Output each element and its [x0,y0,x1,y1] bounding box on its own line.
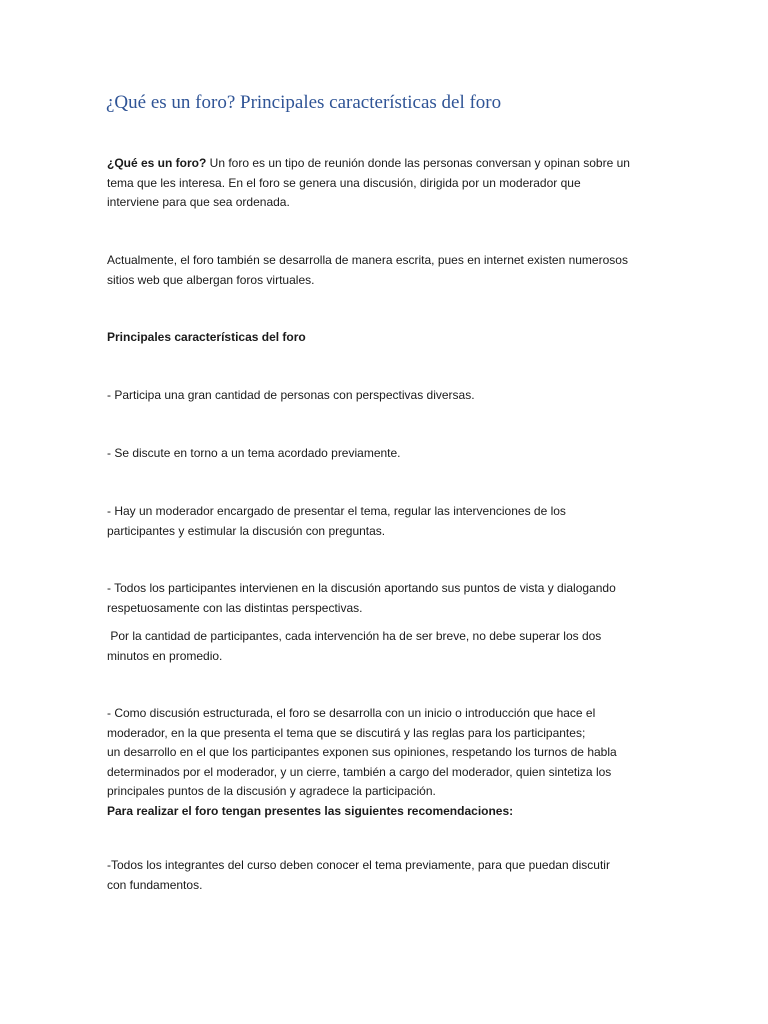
bullet-2-text: - Se discute en torno a un tema acordado previamente. [107,446,401,460]
actualmente-line-2: sitios web que albergan foros virtuales. [107,272,315,287]
structure-line-2: moderador, en la que presenta el tema que se discutirá y las reglas para los participantes; [107,725,586,740]
intro-line-3: interviene para que sea ordenada. [107,195,290,209]
section-heading [107,328,667,348]
bullet-1 [107,386,667,406]
structure-line-3: un desarrollo en el que los participantes exponen sus opiniones, respetando los turnos de habla [107,745,617,759]
bullet-3 [107,502,667,541]
brevity-line-2: minutos en promedio. [107,648,223,663]
bullet-2 [107,444,667,464]
recommendation-paragraph [107,856,667,895]
intro-bold-lead: ¿Qué es un foro? [107,156,207,170]
recommendation-line-1: -Todos los integrantes del curso deben conocer el tema previamente, para que puedan discutir [107,858,610,872]
bullet-4-line-2: respetuosamente con las distintas perspectivas. [107,600,363,615]
brevity-line-1: Por la cantidad de participantes, cada intervención ha de ser breve, no debe superar los dos [107,629,602,643]
actualmente-line-1: Actualmente, el foro también se desarrolla de manera escrita, pues en internet existen numerosos [107,253,628,267]
structure-line-4: determinados por el moderador, y un cierre, también a cargo del moderador, quien sintetiza los [107,764,612,779]
structure-paragraph [107,704,667,821]
document-title: ¿Qué es un foro? Principales características del foro [106,92,502,113]
bullet-3-line-2: participantes y estimular la discusión con preguntas. [107,523,386,538]
intro-paragraph [107,154,667,213]
bullet-4 [107,579,667,618]
structure-line-5: principales puntos de la discusión y agradece la participación. [107,784,436,798]
structure-line-1: - Como discusión estructurada, el foro se desarrolla con un inicio o introducción que hace el [107,706,596,720]
intro-line-2: tema que les interesa. En el foro se genera una discusión, dirigida por un moderador que [107,175,581,190]
section-heading-text: Principales características del foro [107,330,306,344]
recommendation-line-2: con fundamentos. [107,877,203,892]
intro-line-1-rest: Un foro es un tipo de reunión donde las personas conversan y opinan sobre un [206,156,630,170]
bullet-3-line-1: - Hay un moderador encargado de presentar el tema, regular las intervenciones de los [107,504,566,518]
bullet-1-text: - Participa una gran cantidad de personas con perspectivas diversas. [107,388,475,402]
structure-line-6: Para realizar el foro tengan presentes las siguientes recomendaciones: [107,803,514,818]
brevity-paragraph [107,627,667,666]
actualmente-paragraph [107,251,667,290]
bullet-4-line-1: - Todos los participantes intervienen en la discusión aportando sus puntos de vista y dialogando [107,581,616,595]
intro-line-1 [107,154,667,174]
